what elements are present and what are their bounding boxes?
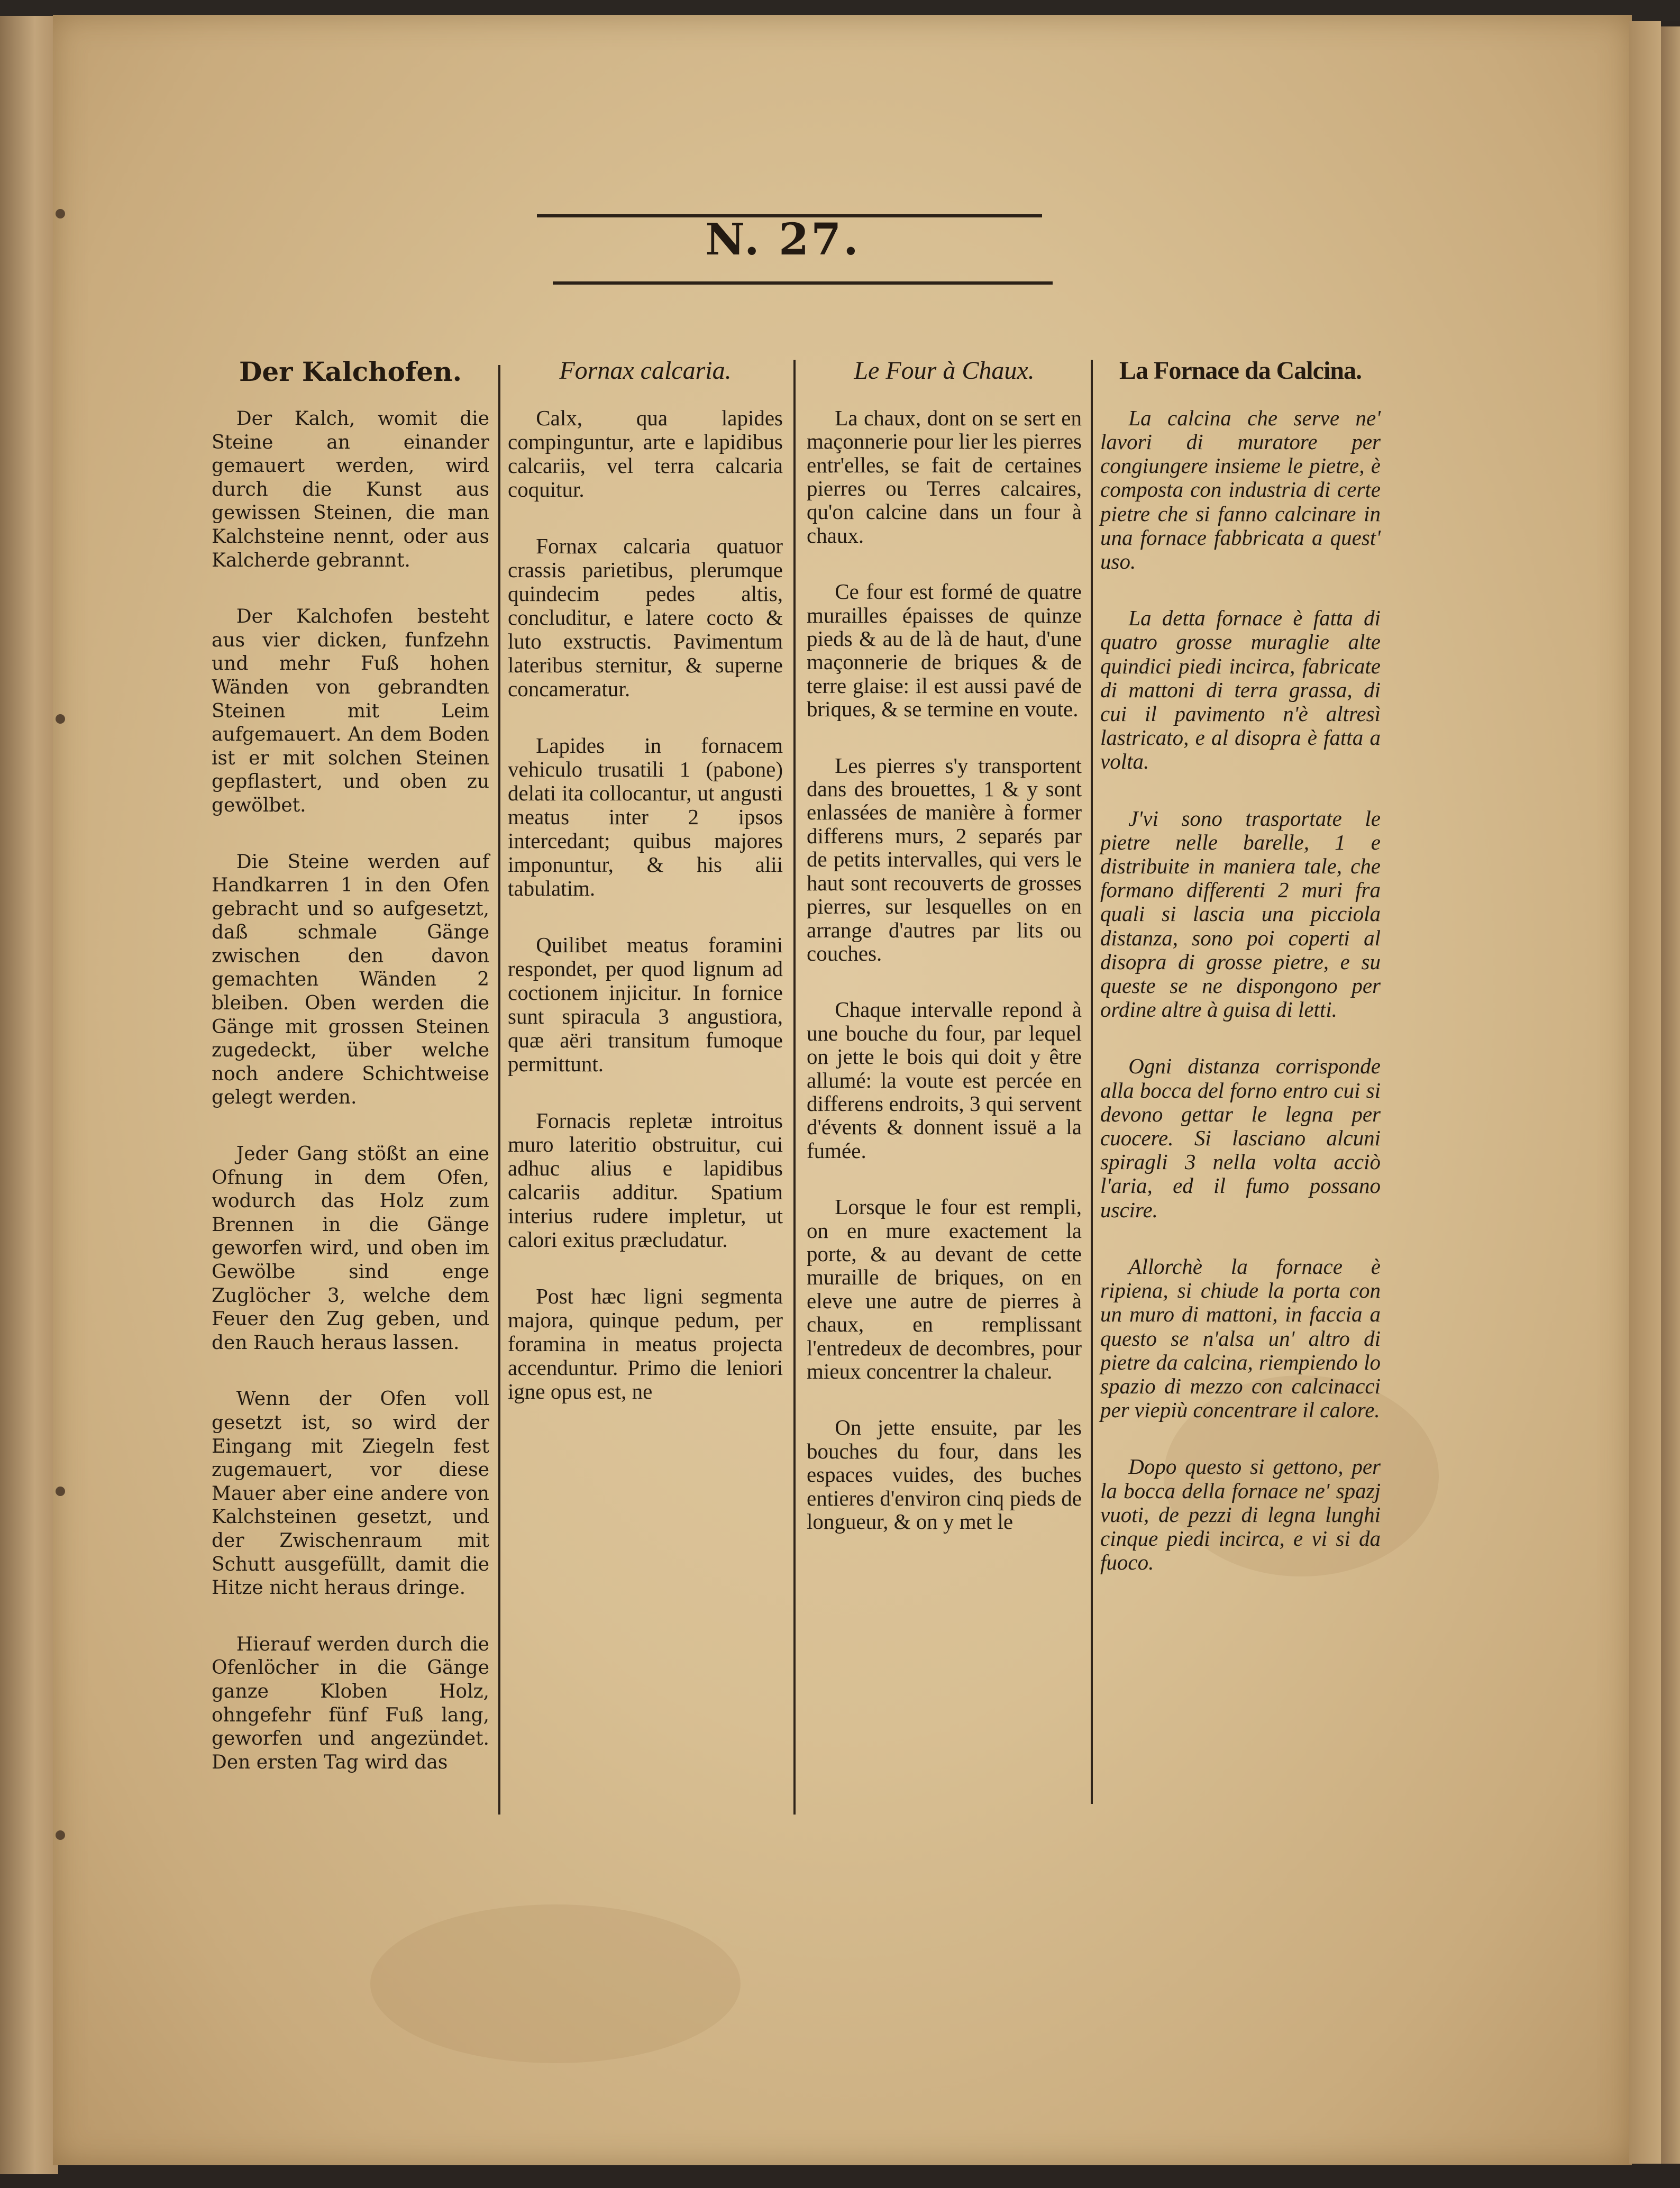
paragraph: Post hæc ligni segmenta majora, quinque pedum, per foramina in meatus projecta accenduntur. Primo die leniori igne opus est, ne — [508, 1283, 783, 1403]
paragraph: Hierauf werden durch die Ofenlöcher in die Gänge ganze Kloben Holz, ohngefehr fünf Fuß lang, geworfen und angezündet. Den ersten Tag wird das — [212, 1633, 489, 1773]
header-rule-bottom — [553, 281, 1053, 285]
column-italian — [1100, 357, 1381, 1607]
binding-hole — [56, 1830, 65, 1840]
paper-stain — [370, 1904, 741, 2063]
column-separator — [1091, 360, 1093, 1804]
paragraph: Les pierres s'y transportent dans des brouettes, 1 & y sont enlassées de manière à former differens murs, 2 separés par de petits intervalles, qui vers le haut sont recouverts de grosses pierres, sur lesquelles on en arrange d'autres par lits ou couches. — [807, 753, 1082, 965]
paragraph: Ogni distanza corrisponde alla bocca del forno entro cui si devono gettar le legna per cuocere. Si lasciano alcuni spiragli 3 nella volta acciò l'aria, ed il fumo possano uscire. — [1100, 1054, 1381, 1222]
paragraph: La detta fornace è fatta di quatro grosse muraglie alte quindici piedi incirca, fabricate di mattoni di terra grassa, di cui il pavimento n'è altresì lastricato, e al disopra è fatta a volta. — [1100, 606, 1381, 774]
paragraph: Jeder Gang stößt an eine Ofnung in dem Ofen, wodurch das Holz zum Brennen in die Gänge geworfen wird, und oben im Gewölbe sind enge Zuglöcher 3, welche dem Feuer den Zug geben, und den Rauch heraus lassen. — [212, 1143, 489, 1354]
paragraph: Calx, qua lapides compinguntur, arte e lapidibus calcariis, vel terra calcaria coquitur. — [508, 405, 783, 502]
page-edge-right — [1629, 21, 1661, 2164]
column-french — [807, 357, 1082, 1566]
column-title: Fornax calcaria. — [559, 357, 732, 385]
column-title: Le Four à Chaux. — [854, 357, 1035, 385]
binding-hole — [56, 1487, 65, 1496]
paragraph: On jette ensuite, par les bouches du four, dans les espaces vuides, des buches entieres d'environ cinq pieds de longueur, & on y met le — [807, 1415, 1082, 1534]
paragraph: Wenn der Ofen voll gesetzt ist, so wird der Eingang mit Ziegeln fest zugemauert, vor diese Mauer aber eine andere von Kalchsteinen gesetzt, und der Zwischenraum mit Schutt ausgefüllt, damit die Hitze nicht heraus dringe. — [212, 1388, 489, 1599]
paragraph: J'vi sono trasportate le pietre nelle barelle, 1 e distribuite in maniera tale, che formano differenti 2 muri fra quali si lascia una picciola distanza, sono poi coperti al disopra di grosse pietre, e su queste se ne dispongono per ordine altre à guisa di letti. — [1100, 806, 1381, 1022]
column-separator — [793, 360, 796, 1815]
paragraph: Dopo questo si gettono, per la bocca della fornace ne' spazj vuoti, de pezzi di legna lunghi cinque piedi incirca, e vi si da fuoco. — [1100, 1454, 1381, 1575]
column-title: La Fornace da Calcina. — [1119, 357, 1362, 385]
column-separator — [498, 365, 500, 1815]
column-latin — [508, 357, 783, 1436]
page-edge-right-outer — [1661, 26, 1680, 2164]
paragraph: Der Kalchofen besteht aus vier dicken, funfzehn und mehr Fuß hohen Wänden von gebrandten Steinen mit Leim aufgemauert. An dem Boden ist er mit solchen Steinen gepflastert, und oben zu gewölbet. — [212, 606, 489, 816]
page-number: N. 27. — [705, 214, 861, 265]
paragraph: Der Kalch, womit die Steine an einander gemauert werden, wird durch die Kunst aus gewissen Steinen, die man Kalchsteine nennt, oder aus Kalcherde gebrannt. — [212, 408, 489, 571]
column-german — [212, 357, 489, 1807]
paragraph: Quilibet meatus foramini respondet, per quod lignum ad coctionem injicitur. In fornice sunt spiracula 3 angustiora, quæ aëri transitum fumoque permittunt. — [508, 932, 783, 1076]
paragraph: Fornacis repletæ introitus muro lateritio obstruitur, cui adhuc alius e lapidibus calcariis additur. Spatium interius rudere impletur, ut calori exitus præcludatur. — [508, 1108, 783, 1252]
paragraph: Lorsque le four est rempli, on en mure exactement la porte, & au devant de cette muraille de briques, on en eleve une autre de pierres à chaux, en remplissant l'entredeux de decombres, pour mieux concentrer la chaleur. — [807, 1195, 1082, 1384]
paragraph: Die Steine werden auf Handkarren 1 in den Ofen gebracht und so aufgesetzt, daß schmale Gänge zwischen den davon gemachten Wänden 2 bleiben. Oben werden die Gänge mit grossen Steinen zugedeckt, über welche noch andere Schichtweise gelegt werden. — [212, 851, 489, 1109]
column-title: Der Kalchofen. — [239, 356, 462, 387]
paragraph: Lapides in fornacem vehiculo trusatili 1 (pabone) delati ita collocantur, ut angusti meatus inter 2 ipsos intercedant; quibus majores imponuntur, & his alii tabulatim. — [508, 733, 783, 900]
binding-hole — [56, 209, 65, 218]
paragraph: Fornax calcaria quatuor crassis parietibus, plerumque quindecim pedes altis, concluditur, e latere cocto & luto exstructis. Pavimentum lateribus sternitur, & superne concameratur. — [508, 533, 783, 701]
paragraph: La calcina che serve ne' lavori di muratore per congiungere insieme le pietre, è composta con industria di certe pietre che si fanno calcinare in una fornace fabbricata a quest' uso. — [1100, 405, 1381, 574]
paragraph: Allorchè la fornace è ripiena, si chiude la porta con un muro di mattoni, in faccia a questo se n'alsa un' altro di pietre da calcina, riempiendo lo spazio di mezzo con calcinacci per viepiù concentrare il calore. — [1100, 1254, 1381, 1423]
paragraph: Chaque intervalle repond à une bouche du four, par lequel on jette le bois qui doit y être allumé: la voute est percée en differens endroits, 3 qui servent d'évents & donnent issuë a la fumée. — [807, 997, 1082, 1163]
binding-edge — [0, 16, 58, 2174]
binding-hole — [56, 714, 65, 724]
paragraph: La chaux, dont on se sert en maçonnerie pour lier les pierres entr'elles, se fait de certaines pierres ou Terres calcaires, qu'on calcine dans un four à chaux. — [807, 405, 1082, 548]
paragraph: Ce four est formé de quatre murailles épaisses de quinze pieds & au de là de haut, d'une maçonnerie de briques & de terre glaise: il est aussi pavé de briques, & se termine en voute. — [807, 579, 1082, 722]
